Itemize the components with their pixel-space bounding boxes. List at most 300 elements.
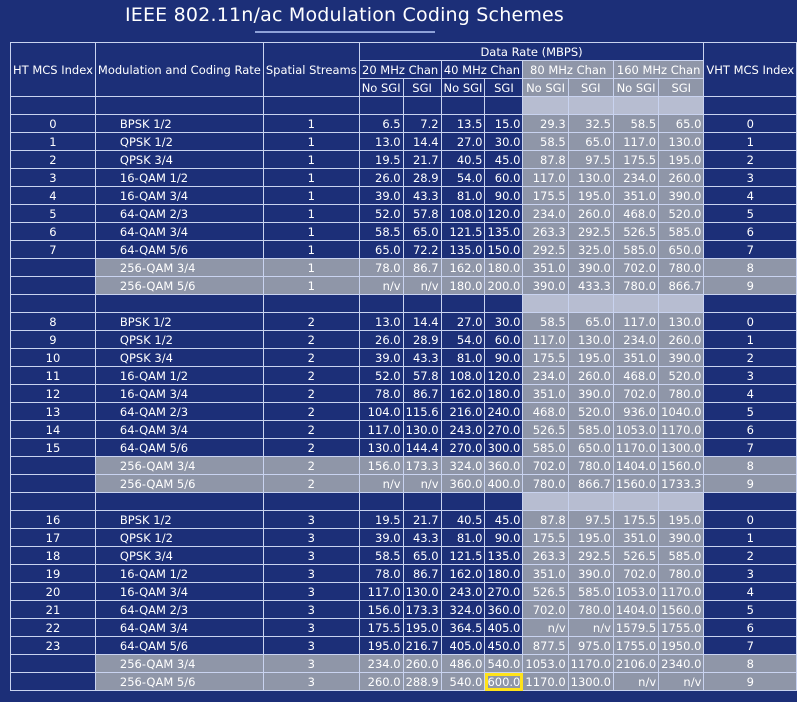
- data-rate-cell: 130.0: [568, 169, 613, 187]
- data-rate-cell: 780.0: [659, 385, 704, 403]
- data-rate-cell: 263.3: [523, 223, 568, 241]
- separator-cell: [485, 493, 523, 511]
- page-title: IEEE 802.11n/ac Modulation Coding Schemes: [124, 4, 565, 26]
- data-rate-cell: n/v: [568, 619, 613, 637]
- data-rate-cell: 173.3: [403, 457, 441, 475]
- data-rate-cell: 90.0: [485, 187, 523, 205]
- data-rate-cell: n/v: [359, 475, 403, 493]
- ht-mcs-index-cell: [11, 475, 96, 493]
- header-160mhz-no-sgi: No SGI: [613, 79, 658, 97]
- data-rate-cell: n/v: [359, 277, 403, 295]
- separator-cell: [11, 97, 96, 115]
- data-rate-cell: 45.0: [485, 151, 523, 169]
- data-rate-cell: 13.0: [359, 133, 403, 151]
- data-rate-cell: 585.0: [613, 241, 658, 259]
- table-row: [11, 133, 797, 151]
- mcs-table-body: [11, 97, 797, 691]
- data-rate-cell: 351.0: [523, 565, 568, 583]
- table-row: [11, 583, 797, 601]
- ht-mcs-index-cell: [11, 259, 96, 277]
- data-rate-cell: 72.2: [403, 241, 441, 259]
- data-rate-cell: 117.0: [523, 169, 568, 187]
- modulation-cell: 64-QAM 5/6: [95, 439, 263, 457]
- data-rate-cell: 58.5: [613, 115, 658, 133]
- data-rate-cell: 780.0: [659, 565, 704, 583]
- separator-cell: [95, 295, 263, 313]
- data-rate-cell: 1170.0: [523, 673, 568, 691]
- data-rate-cell: n/v: [403, 475, 441, 493]
- modulation-cell: 64-QAM 5/6: [95, 241, 263, 259]
- data-rate-cell: 65.0: [568, 133, 613, 151]
- data-rate-cell: 86.7: [403, 565, 441, 583]
- table-row: [11, 601, 797, 619]
- data-rate-cell: 260.0: [659, 331, 704, 349]
- table-row: [11, 259, 797, 277]
- vht-mcs-index-cell: 3: [704, 169, 797, 187]
- data-rate-cell: 540.0: [441, 673, 485, 691]
- ht-mcs-index-cell: 23: [11, 637, 96, 655]
- data-rate-cell: 526.5: [523, 421, 568, 439]
- modulation-cell: 16-QAM 3/4: [95, 187, 263, 205]
- data-rate-cell: 195.0: [568, 349, 613, 367]
- table-row: [11, 115, 797, 133]
- modulation-cell: 256-QAM 5/6: [95, 475, 263, 493]
- data-rate-cell: 260.0: [659, 169, 704, 187]
- data-rate-cell: 234.0: [523, 205, 568, 223]
- data-rate-cell: 263.3: [523, 547, 568, 565]
- data-rate-cell: 144.4: [403, 439, 441, 457]
- data-rate-cell: 120.0: [485, 205, 523, 223]
- data-rate-cell: 702.0: [613, 565, 658, 583]
- ht-mcs-index-cell: 4: [11, 187, 96, 205]
- data-rate-cell: 52.0: [359, 205, 403, 223]
- data-rate-cell: 780.0: [568, 457, 613, 475]
- data-rate-cell: 1560.0: [659, 601, 704, 619]
- table-row: [11, 187, 797, 205]
- data-rate-cell: 90.0: [485, 529, 523, 547]
- modulation-cell: 256-QAM 3/4: [95, 259, 263, 277]
- modulation-cell: BPSK 1/2: [95, 115, 263, 133]
- separator-cell: [403, 493, 441, 511]
- separator-cell: [263, 295, 359, 313]
- data-rate-cell: 180.0: [485, 259, 523, 277]
- data-rate-cell: 78.0: [359, 259, 403, 277]
- modulation-cell: 256-QAM 3/4: [95, 457, 263, 475]
- vht-mcs-index-cell: 0: [704, 313, 797, 331]
- data-rate-cell: 81.0: [441, 349, 485, 367]
- data-rate-cell: 86.7: [403, 385, 441, 403]
- ht-mcs-index-cell: [11, 277, 96, 295]
- data-rate-cell: 117.0: [359, 421, 403, 439]
- data-rate-cell: 234.0: [359, 655, 403, 673]
- separator-cell: [568, 295, 613, 313]
- modulation-cell: 16-QAM 1/2: [95, 565, 263, 583]
- data-rate-cell: 14.4: [403, 313, 441, 331]
- spatial-streams-cell: 3: [263, 583, 359, 601]
- vht-mcs-index-cell: 7: [704, 637, 797, 655]
- ht-mcs-index-cell: 1: [11, 133, 96, 151]
- vht-mcs-index-cell: 0: [704, 115, 797, 133]
- data-rate-cell: 433.3: [568, 277, 613, 295]
- data-rate-cell: 585.0: [568, 421, 613, 439]
- modulation-cell: QPSK 1/2: [95, 529, 263, 547]
- data-rate-cell: 162.0: [441, 259, 485, 277]
- data-rate-cell: 117.0: [523, 331, 568, 349]
- mcs-table: [10, 42, 797, 691]
- data-rate-cell: 54.0: [441, 169, 485, 187]
- data-rate-cell: 216.7: [403, 637, 441, 655]
- data-rate-cell: 234.0: [523, 367, 568, 385]
- table-row: [11, 313, 797, 331]
- spatial-streams-cell: 2: [263, 385, 359, 403]
- ht-mcs-index-cell: 13: [11, 403, 96, 421]
- data-rate-cell: 292.5: [568, 547, 613, 565]
- data-rate-cell: 866.7: [568, 475, 613, 493]
- data-rate-cell: 975.0: [568, 637, 613, 655]
- table-row: [11, 565, 797, 583]
- vht-mcs-index-cell: 5: [704, 205, 797, 223]
- spatial-streams-cell: 1: [263, 205, 359, 223]
- spatial-streams-cell: 1: [263, 241, 359, 259]
- data-rate-cell: 702.0: [523, 457, 568, 475]
- header-80mhz: 80 MHz Chan: [523, 61, 614, 79]
- data-rate-cell: n/v: [403, 277, 441, 295]
- data-rate-cell: 162.0: [441, 385, 485, 403]
- table-row: [11, 475, 797, 493]
- data-rate-cell: 1560.0: [613, 475, 658, 493]
- data-rate-cell: 1404.0: [613, 457, 658, 475]
- data-rate-cell: 60.0: [485, 331, 523, 349]
- header-modulation-coding-rate: Modulation and Coding Rate: [95, 43, 263, 97]
- data-rate-cell: 1950.0: [659, 637, 704, 655]
- data-rate-cell: 162.0: [441, 565, 485, 583]
- modulation-cell: QPSK 1/2: [95, 133, 263, 151]
- modulation-cell: 16-QAM 3/4: [95, 583, 263, 601]
- modulation-cell: 64-QAM 3/4: [95, 619, 263, 637]
- data-rate-cell: 115.6: [403, 403, 441, 421]
- data-rate-cell: 39.0: [359, 349, 403, 367]
- modulation-cell: 16-QAM 1/2: [95, 169, 263, 187]
- header-80mhz-sgi: SGI: [568, 79, 613, 97]
- data-rate-cell: 270.0: [485, 421, 523, 439]
- data-rate-cell: 540.0: [485, 655, 523, 673]
- modulation-cell: 256-QAM 3/4: [95, 655, 263, 673]
- data-rate-cell: 26.0: [359, 331, 403, 349]
- data-rate-cell: 54.0: [441, 331, 485, 349]
- data-rate-cell: 585.0: [659, 223, 704, 241]
- data-rate-cell: 260.0: [568, 367, 613, 385]
- data-rate-cell: 1170.0: [659, 421, 704, 439]
- data-rate-cell: 468.0: [523, 403, 568, 421]
- separator-cell: [659, 295, 704, 313]
- data-rate-cell: 351.0: [523, 385, 568, 403]
- separator-cell: [568, 97, 613, 115]
- data-rate-cell: 390.0: [523, 277, 568, 295]
- table-row: [11, 421, 797, 439]
- spatial-streams-cell: 2: [263, 475, 359, 493]
- separator-cell: [613, 295, 658, 313]
- data-rate-cell: 200.0: [485, 277, 523, 295]
- data-rate-cell: 30.0: [485, 313, 523, 331]
- data-rate-cell: 390.0: [568, 565, 613, 583]
- data-rate-cell: 780.0: [659, 259, 704, 277]
- separator-cell: [485, 295, 523, 313]
- vht-mcs-index-cell: 4: [704, 187, 797, 205]
- data-rate-cell: 400.0: [485, 475, 523, 493]
- data-rate-cell: 21.7: [403, 151, 441, 169]
- data-rate-cell: 1300.0: [568, 673, 613, 691]
- data-rate-cell: 117.0: [613, 313, 658, 331]
- data-rate-cell: 26.0: [359, 169, 403, 187]
- data-rate-cell: 1755.0: [613, 637, 658, 655]
- data-rate-cell: 520.0: [568, 403, 613, 421]
- data-rate-cell: 60.0: [485, 169, 523, 187]
- data-rate-cell: 650.0: [568, 439, 613, 457]
- table-row: [11, 385, 797, 403]
- data-rate-cell: 19.5: [359, 511, 403, 529]
- data-rate-cell: 195.0: [659, 511, 704, 529]
- separator-cell: [704, 295, 797, 313]
- data-rate-cell: 702.0: [613, 259, 658, 277]
- data-rate-cell: 216.0: [441, 403, 485, 421]
- data-rate-cell: 104.0: [359, 403, 403, 421]
- vht-mcs-index-cell: 0: [704, 511, 797, 529]
- data-rate-cell: 1560.0: [659, 457, 704, 475]
- separator-cell: [359, 295, 403, 313]
- data-rate-cell: 108.0: [441, 205, 485, 223]
- vht-mcs-index-cell: 6: [704, 421, 797, 439]
- table-row: [11, 331, 797, 349]
- separator-cell: [95, 493, 263, 511]
- spatial-streams-cell: 2: [263, 439, 359, 457]
- data-rate-cell: 40.5: [441, 511, 485, 529]
- data-rate-cell: 195.0: [568, 187, 613, 205]
- data-rate-cell: 360.0: [441, 475, 485, 493]
- data-rate-cell: 27.0: [441, 313, 485, 331]
- data-rate-cell: 270.0: [485, 583, 523, 601]
- table-row: [11, 655, 797, 673]
- separator-cell: [403, 97, 441, 115]
- data-rate-cell: 175.5: [523, 187, 568, 205]
- ht-mcs-index-cell: 15: [11, 439, 96, 457]
- modulation-cell: BPSK 1/2: [95, 511, 263, 529]
- table-row: [11, 439, 797, 457]
- ht-mcs-index-cell: 18: [11, 547, 96, 565]
- spatial-streams-cell: 3: [263, 673, 359, 691]
- data-rate-cell: 526.5: [613, 223, 658, 241]
- vht-mcs-index-cell: 3: [704, 367, 797, 385]
- data-rate-cell: 58.5: [523, 313, 568, 331]
- data-rate-cell: 520.0: [659, 205, 704, 223]
- table-row: [11, 637, 797, 655]
- data-rate-cell: 468.0: [613, 367, 658, 385]
- data-rate-cell: n/v: [523, 619, 568, 637]
- data-rate-cell: 65.0: [403, 223, 441, 241]
- table-row: [11, 205, 797, 223]
- header-ht-mcs-index: HT MCS Index: [11, 43, 96, 97]
- data-rate-cell: 360.0: [485, 601, 523, 619]
- separator-cell: [403, 295, 441, 313]
- data-rate-cell: 15.0: [485, 115, 523, 133]
- data-rate-cell: 117.0: [613, 133, 658, 151]
- data-rate-cell: 130.0: [659, 313, 704, 331]
- modulation-cell: 64-QAM 5/6: [95, 637, 263, 655]
- ht-mcs-index-cell: 3: [11, 169, 96, 187]
- data-rate-cell: 325.0: [568, 241, 613, 259]
- separator-cell: [441, 97, 485, 115]
- ht-mcs-index-cell: 14: [11, 421, 96, 439]
- spatial-streams-cell: 3: [263, 565, 359, 583]
- ht-mcs-index-cell: [11, 457, 96, 475]
- vht-mcs-index-cell: 7: [704, 439, 797, 457]
- data-rate-cell: 65.0: [359, 241, 403, 259]
- data-rate-cell: 121.5: [441, 547, 485, 565]
- data-rate-cell: 45.0: [485, 511, 523, 529]
- vht-mcs-index-cell: 1: [704, 133, 797, 151]
- modulation-cell: 64-QAM 2/3: [95, 601, 263, 619]
- data-rate-cell: 39.0: [359, 529, 403, 547]
- data-rate-cell: 78.0: [359, 565, 403, 583]
- data-rate-cell: 243.0: [441, 421, 485, 439]
- separator-cell: [659, 493, 704, 511]
- modulation-cell: QPSK 1/2: [95, 331, 263, 349]
- vht-mcs-index-cell: 9: [704, 673, 797, 691]
- data-rate-cell: 240.0: [485, 403, 523, 421]
- vht-mcs-index-cell: 2: [704, 349, 797, 367]
- data-rate-cell: 97.5: [568, 151, 613, 169]
- table-row: [11, 457, 797, 475]
- ht-mcs-index-cell: 17: [11, 529, 96, 547]
- data-rate-cell: 1170.0: [659, 583, 704, 601]
- ht-mcs-index-cell: 19: [11, 565, 96, 583]
- data-rate-cell: 234.0: [613, 331, 658, 349]
- data-rate-cell: 58.5: [523, 133, 568, 151]
- spatial-streams-cell: 3: [263, 601, 359, 619]
- vht-mcs-index-cell: 8: [704, 259, 797, 277]
- data-rate-cell: 351.0: [523, 259, 568, 277]
- data-rate-cell: 86.7: [403, 259, 441, 277]
- header-40mhz-no-sgi: No SGI: [441, 79, 485, 97]
- data-rate-cell: 173.3: [403, 601, 441, 619]
- data-rate-cell: 1300.0: [659, 439, 704, 457]
- data-rate-cell: 28.9: [403, 169, 441, 187]
- data-rate-cell: 780.0: [568, 601, 613, 619]
- table-row: [11, 673, 797, 691]
- data-rate-cell: 1404.0: [613, 601, 658, 619]
- data-rate-cell: 351.0: [613, 529, 658, 547]
- table-row: [11, 241, 797, 259]
- separator-cell: [95, 97, 263, 115]
- data-rate-cell: 195.0: [359, 637, 403, 655]
- data-rate-cell: 405.0: [441, 637, 485, 655]
- data-rate-cell: 130.0: [403, 583, 441, 601]
- data-rate-cell: 121.5: [441, 223, 485, 241]
- header-spatial-streams: Spatial Streams: [263, 43, 359, 97]
- header-40mhz: 40 MHz Chan: [441, 61, 523, 79]
- separator-cell: [613, 97, 658, 115]
- data-rate-cell: 150.0: [485, 241, 523, 259]
- data-rate-cell: 52.0: [359, 367, 403, 385]
- data-rate-cell: 135.0: [485, 547, 523, 565]
- ht-mcs-index-cell: 7: [11, 241, 96, 259]
- data-rate-cell: 156.0: [359, 601, 403, 619]
- data-rate-cell: 30.0: [485, 133, 523, 151]
- modulation-cell: 64-QAM 2/3: [95, 403, 263, 421]
- header-20mhz-no-sgi: No SGI: [359, 79, 403, 97]
- data-rate-cell: 65.0: [403, 547, 441, 565]
- data-rate-cell: 14.4: [403, 133, 441, 151]
- vht-mcs-index-cell: 6: [704, 223, 797, 241]
- spatial-streams-cell: 1: [263, 187, 359, 205]
- data-rate-cell: 90.0: [485, 349, 523, 367]
- spatial-streams-cell: 3: [263, 511, 359, 529]
- header-80mhz-no-sgi: No SGI: [523, 79, 568, 97]
- vht-mcs-index-cell: 9: [704, 475, 797, 493]
- spatial-streams-cell: 2: [263, 403, 359, 421]
- data-rate-cell: 13.0: [359, 313, 403, 331]
- data-rate-cell: 130.0: [359, 439, 403, 457]
- data-rate-cell: 65.0: [659, 115, 704, 133]
- table-row: [11, 223, 797, 241]
- data-rate-cell: 40.5: [441, 151, 485, 169]
- table-row: [11, 403, 797, 421]
- spatial-streams-cell: 1: [263, 277, 359, 295]
- spatial-streams-cell: 3: [263, 619, 359, 637]
- table-row: [11, 349, 797, 367]
- header-160mhz: 160 MHz Chan: [613, 61, 704, 79]
- data-rate-cell: 702.0: [523, 601, 568, 619]
- spatial-streams-cell: 3: [263, 529, 359, 547]
- data-rate-cell: 120.0: [485, 367, 523, 385]
- data-rate-cell: 175.5: [613, 151, 658, 169]
- ht-mcs-index-cell: 12: [11, 385, 96, 403]
- data-rate-cell: 780.0: [523, 475, 568, 493]
- data-rate-cell: 195.0: [568, 529, 613, 547]
- vht-mcs-index-cell: 4: [704, 385, 797, 403]
- spatial-streams-cell: 2: [263, 367, 359, 385]
- data-rate-cell: 520.0: [659, 367, 704, 385]
- data-rate-cell: 7.2: [403, 115, 441, 133]
- data-rate-cell: 180.0: [485, 385, 523, 403]
- data-rate-cell: 1053.0: [613, 421, 658, 439]
- data-rate-cell: 65.0: [568, 313, 613, 331]
- spatial-streams-cell: 2: [263, 349, 359, 367]
- data-rate-cell: 270.0: [441, 439, 485, 457]
- table-row: [11, 547, 797, 565]
- separator-cell: [263, 97, 359, 115]
- data-rate-cell: 39.0: [359, 187, 403, 205]
- data-rate-cell: 780.0: [613, 277, 658, 295]
- ht-mcs-index-cell: 9: [11, 331, 96, 349]
- data-rate-cell: 87.8: [523, 511, 568, 529]
- data-rate-cell: 2106.0: [613, 655, 658, 673]
- data-rate-cell: n/v: [659, 673, 704, 691]
- modulation-cell: 64-QAM 3/4: [95, 421, 263, 439]
- data-rate-cell: 405.0: [485, 619, 523, 637]
- data-rate-cell: 57.8: [403, 205, 441, 223]
- data-rate-cell: 1755.0: [659, 619, 704, 637]
- highlighted-rate-cell: 600.0: [485, 673, 523, 691]
- data-rate-cell: 450.0: [485, 637, 523, 655]
- spatial-streams-cell: 1: [263, 133, 359, 151]
- vht-mcs-index-cell: 6: [704, 619, 797, 637]
- separator-cell: [613, 493, 658, 511]
- vht-mcs-index-cell: 2: [704, 547, 797, 565]
- vht-mcs-index-cell: 3: [704, 565, 797, 583]
- ht-mcs-index-cell: 11: [11, 367, 96, 385]
- spatial-streams-cell: 1: [263, 115, 359, 133]
- modulation-cell: QPSK 3/4: [95, 151, 263, 169]
